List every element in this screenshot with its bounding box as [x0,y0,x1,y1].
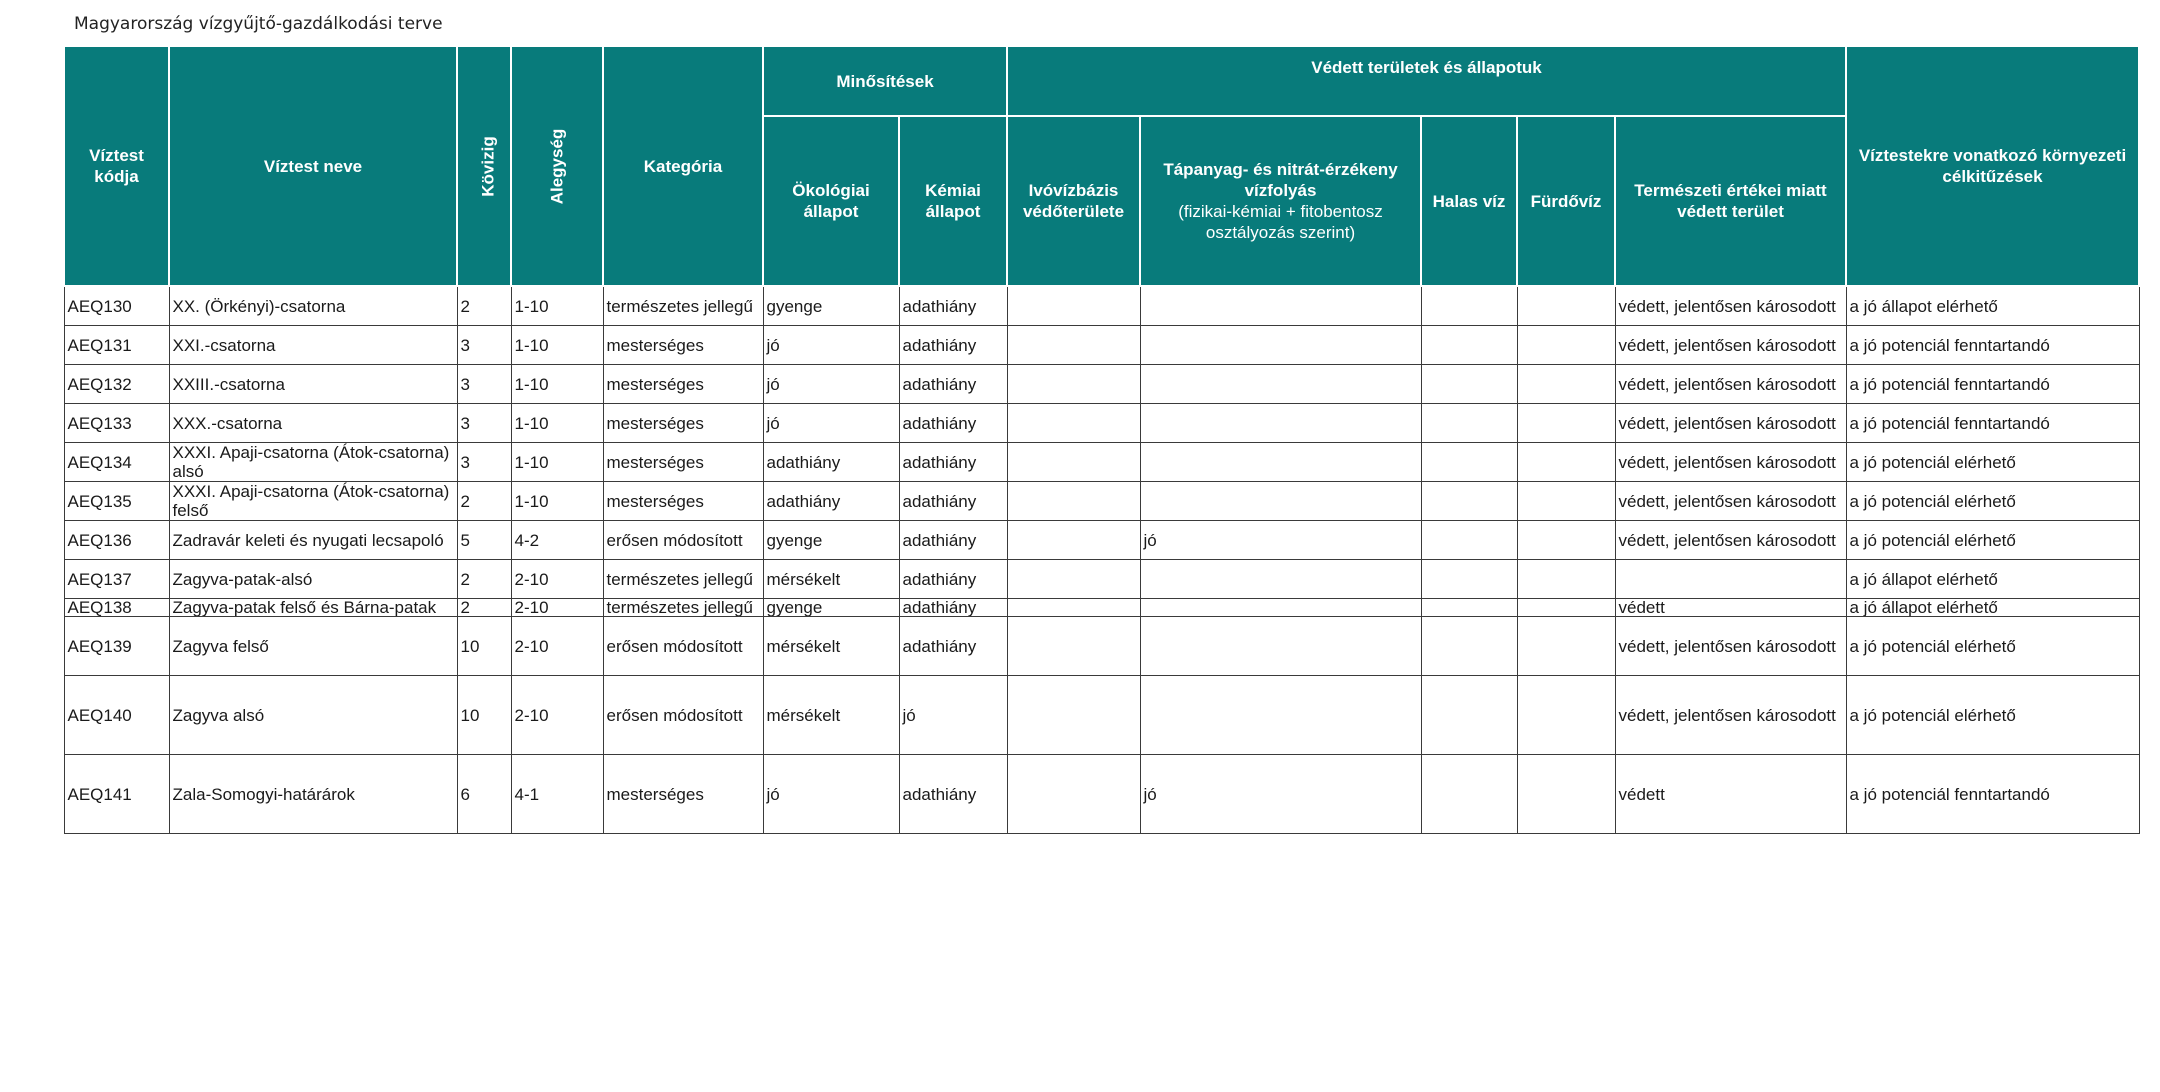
table-row [64,404,2139,443]
cell-alegyseg: 2-10 [511,617,603,676]
cell-okologiai: mérsékelt [763,560,899,599]
cell-tapanyag [1140,286,1421,326]
cell-kovizig: 10 [457,617,511,676]
cell-termeszeti: védett, jelentősen károsodott [1615,326,1846,365]
table-row [64,755,2139,834]
header-alegyseg: Alegység [511,46,603,286]
cell-name: Zala-Somogyi-határárok [169,755,457,834]
cell-kovizig: 5 [457,521,511,560]
cell-name: XXIII.-csatorna [169,365,457,404]
header-furdoviz: Fürdővíz [1517,116,1615,286]
cell-halas [1421,482,1517,521]
cell-tapanyag [1140,482,1421,521]
cell-termeszeti: védett [1615,599,1846,617]
cell-termeszeti: védett, jelentősen károsodott [1615,365,1846,404]
header-code: Víztest kódja [64,46,169,286]
header-kemiai: Kémiai állapot [899,116,1007,286]
cell-alegyseg: 4-1 [511,755,603,834]
cell-termeszeti: védett, jelentősen károsodott [1615,676,1846,755]
cell-furdoviz [1517,326,1615,365]
cell-termeszeti: védett, jelentősen károsodott [1615,617,1846,676]
cell-termeszeti: védett, jelentősen károsodott [1615,443,1846,482]
cell-kemiai: adathiány [899,443,1007,482]
cell-ivovizbazis [1007,365,1140,404]
cell-celkituzes: a jó állapot elérhető [1846,286,2139,326]
table-row [64,599,2139,617]
cell-okologiai: jó [763,404,899,443]
cell-kovizig: 3 [457,326,511,365]
cell-furdoviz [1517,443,1615,482]
cell-alegyseg: 2-10 [511,599,603,617]
cell-termeszeti [1615,560,1846,599]
cell-furdoviz [1517,404,1615,443]
cell-ivovizbazis [1007,676,1140,755]
cell-kovizig: 6 [457,755,511,834]
cell-ivovizbazis [1007,326,1140,365]
cell-name: XXI.-csatorna [169,326,457,365]
cell-name: XXXI. Apaji-csatorna (Átok-csatorna) alsó [169,443,457,482]
cell-furdoviz [1517,617,1615,676]
cell-code: AEQ137 [64,560,169,599]
cell-kemiai: adathiány [899,326,1007,365]
cell-okologiai: jó [763,365,899,404]
table-row [64,443,2139,482]
cell-halas [1421,365,1517,404]
cell-kovizig: 2 [457,560,511,599]
cell-furdoviz [1517,365,1615,404]
cell-ivovizbazis [1007,560,1140,599]
cell-kategoria: mesterséges [603,365,763,404]
water-body-table [63,45,2140,834]
table-row [64,482,2139,521]
cell-kategoria: mesterséges [603,326,763,365]
cell-okologiai: jó [763,755,899,834]
cell-code: AEQ136 [64,521,169,560]
cell-kemiai: jó [899,676,1007,755]
cell-okologiai: jó [763,326,899,365]
cell-tapanyag [1140,404,1421,443]
cell-kemiai: adathiány [899,521,1007,560]
cell-alegyseg: 2-10 [511,676,603,755]
table-row [64,617,2139,676]
document-title: Magyarország vízgyűjtő-gazdálkodási terve [74,14,443,34]
cell-tapanyag [1140,599,1421,617]
header-minositesek: Minősítések [763,46,1007,116]
table-row [64,521,2139,560]
cell-celkituzes: a jó potenciál fenntartandó [1846,404,2139,443]
header-vedett-teruletek: Védett területek és állapotuk [1007,46,1846,116]
cell-name: XXX.-csatorna [169,404,457,443]
cell-halas [1421,286,1517,326]
cell-celkituzes: a jó potenciál fenntartandó [1846,326,2139,365]
cell-kovizig: 10 [457,676,511,755]
cell-tapanyag: jó [1140,521,1421,560]
cell-okologiai: gyenge [763,599,899,617]
cell-celkituzes: a jó potenciál fenntartandó [1846,755,2139,834]
cell-kemiai: adathiány [899,404,1007,443]
cell-ivovizbazis [1007,521,1140,560]
cell-halas [1421,599,1517,617]
cell-tapanyag [1140,443,1421,482]
cell-halas [1421,755,1517,834]
cell-code: AEQ139 [64,617,169,676]
cell-kemiai: adathiány [899,755,1007,834]
cell-celkituzes: a jó potenciál elérhető [1846,482,2139,521]
cell-celkituzes: a jó potenciál elérhető [1846,617,2139,676]
table-row [64,560,2139,599]
cell-kovizig: 3 [457,365,511,404]
cell-celkituzes: a jó potenciál elérhető [1846,443,2139,482]
cell-ivovizbazis [1007,617,1140,676]
cell-alegyseg: 1-10 [511,404,603,443]
cell-furdoviz [1517,560,1615,599]
cell-ivovizbazis [1007,443,1140,482]
cell-kemiai: adathiány [899,560,1007,599]
cell-kovizig: 2 [457,286,511,326]
cell-ivovizbazis [1007,404,1140,443]
cell-okologiai: gyenge [763,521,899,560]
cell-code: AEQ135 [64,482,169,521]
cell-celkituzes: a jó potenciál elérhető [1846,521,2139,560]
cell-tapanyag [1140,617,1421,676]
cell-furdoviz [1517,482,1615,521]
cell-halas [1421,443,1517,482]
cell-code: AEQ133 [64,404,169,443]
header-name: Víztest neve [169,46,457,286]
cell-tapanyag [1140,326,1421,365]
table-body [64,286,2139,834]
cell-alegyseg: 1-10 [511,326,603,365]
cell-alegyseg: 1-10 [511,482,603,521]
table-row [64,326,2139,365]
cell-kategoria: mesterséges [603,404,763,443]
cell-kategoria: mesterséges [603,482,763,521]
cell-okologiai: mérsékelt [763,617,899,676]
cell-celkituzes: a jó állapot elérhető [1846,599,2139,617]
cell-halas [1421,676,1517,755]
cell-kovizig: 3 [457,404,511,443]
cell-termeszeti: védett, jelentősen károsodott [1615,404,1846,443]
cell-name: XXXI. Apaji-csatorna (Átok-csatorna) felső [169,482,457,521]
cell-kovizig: 2 [457,599,511,617]
cell-alegyseg: 1-10 [511,365,603,404]
cell-okologiai: gyenge [763,286,899,326]
header-kategoria: Kategória [603,46,763,286]
cell-kategoria: erősen módosított [603,617,763,676]
cell-tapanyag [1140,676,1421,755]
cell-ivovizbazis [1007,482,1140,521]
cell-halas [1421,326,1517,365]
cell-alegyseg: 1-10 [511,443,603,482]
cell-kemiai: adathiány [899,599,1007,617]
cell-kategoria: erősen módosított [603,676,763,755]
cell-furdoviz [1517,286,1615,326]
cell-termeszeti: védett, jelentősen károsodott [1615,286,1846,326]
cell-tapanyag [1140,560,1421,599]
cell-halas [1421,617,1517,676]
cell-kategoria: természetes jellegű [603,286,763,326]
cell-code: AEQ140 [64,676,169,755]
cell-celkituzes: a jó potenciál elérhető [1846,676,2139,755]
cell-name: Zagyva felső [169,617,457,676]
cell-name: XX. (Örkényi)-csatorna [169,286,457,326]
header-ivovizbazis: Ivóvízbázis védőterülete [1007,116,1140,286]
cell-kategoria: mesterséges [603,755,763,834]
table-row [64,365,2139,404]
cell-tapanyag [1140,365,1421,404]
cell-celkituzes: a jó potenciál fenntartandó [1846,365,2139,404]
header-okologiai: Ökológiai állapot [763,116,899,286]
cell-kategoria: mesterséges [603,443,763,482]
cell-code: AEQ138 [64,599,169,617]
header-tapanyag-label: Tápanyag- és nitrát-érzékeny vízfolyás [1163,160,1398,200]
cell-halas [1421,560,1517,599]
cell-code: AEQ131 [64,326,169,365]
cell-kemiai: adathiány [899,617,1007,676]
header-tapanyag [1140,116,1421,286]
cell-tapanyag: jó [1140,755,1421,834]
cell-code: AEQ130 [64,286,169,326]
cell-furdoviz [1517,676,1615,755]
table-header [64,46,2139,286]
cell-code: AEQ132 [64,365,169,404]
cell-halas [1421,521,1517,560]
header-termeszeti: Természeti értékei miatt védett terület [1615,116,1846,286]
cell-kovizig: 2 [457,482,511,521]
header-kovizig: Kövizig [457,46,511,286]
cell-okologiai: adathiány [763,443,899,482]
cell-name: Zadravár keleti és nyugati lecsapoló [169,521,457,560]
cell-alegyseg: 2-10 [511,560,603,599]
cell-kemiai: adathiány [899,482,1007,521]
table-row [64,676,2139,755]
cell-code: AEQ134 [64,443,169,482]
cell-halas [1421,404,1517,443]
cell-code: AEQ141 [64,755,169,834]
cell-furdoviz [1517,755,1615,834]
cell-ivovizbazis [1007,286,1140,326]
cell-celkituzes: a jó állapot elérhető [1846,560,2139,599]
cell-okologiai: adathiány [763,482,899,521]
table-row [64,286,2139,326]
cell-kemiai: adathiány [899,365,1007,404]
cell-kategoria: természetes jellegű [603,599,763,617]
cell-kategoria: természetes jellegű [603,560,763,599]
header-celkituzesek: Víztestekre vonatkozó környezeti célkitűzések [1846,46,2139,286]
cell-kemiai: adathiány [899,286,1007,326]
cell-name: Zagyva alsó [169,676,457,755]
cell-name: Zagyva-patak-alsó [169,560,457,599]
header-tapanyag-note: (fizikai-kémiai + fitobentosz osztályozás szerint) [1178,202,1383,242]
cell-name: Zagyva-patak felső és Bárna-patak [169,599,457,617]
cell-okologiai: mérsékelt [763,676,899,755]
cell-kategoria: erősen módosított [603,521,763,560]
cell-alegyseg: 1-10 [511,286,603,326]
cell-termeszeti: védett, jelentősen károsodott [1615,521,1846,560]
cell-ivovizbazis [1007,755,1140,834]
cell-kovizig: 3 [457,443,511,482]
cell-ivovizbazis [1007,599,1140,617]
cell-furdoviz [1517,521,1615,560]
cell-termeszeti: védett, jelentősen károsodott [1615,482,1846,521]
cell-furdoviz [1517,599,1615,617]
header-halas: Halas víz [1421,116,1517,286]
cell-alegyseg: 4-2 [511,521,603,560]
cell-termeszeti: védett [1615,755,1846,834]
